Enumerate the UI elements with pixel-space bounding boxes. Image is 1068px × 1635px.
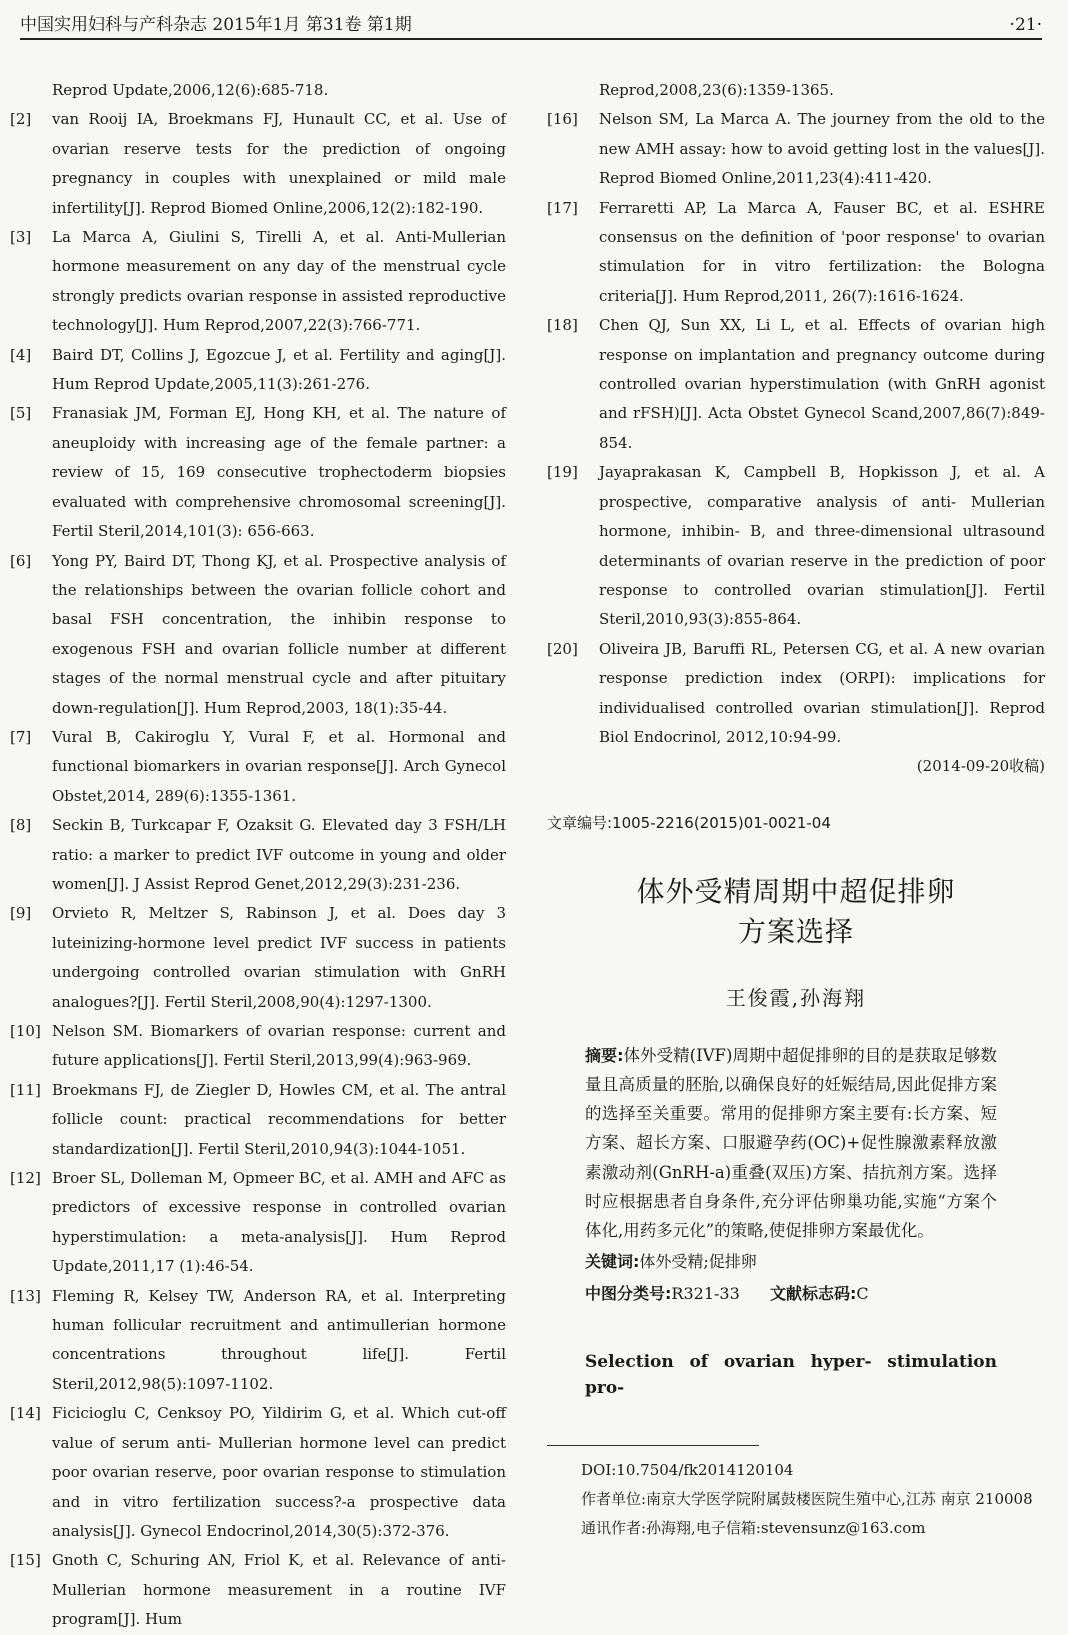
left-column: [10, 76, 506, 1635]
reference-text: Broer SL, Dolleman M, Opmeer BC, et al. AMH and AFC as predictors of excessive response in controlled ovarian hyperstimulation: a meta-analysis[J]. Hum Reprod Update,2011,17 (1):46-54.: [52, 1169, 506, 1276]
reference-text: Ferraretti AP, La Marca A, Fauser BC, et al. ESHRE consensus on the definition of 'poor response' to ovarian stimulation for in vitro fertilization: the Bologna criteria[J]. Hum Reprod,2011, 26(7):1616-1624.: [599, 198, 1045, 305]
reference-number: [3]: [10, 228, 32, 247]
reference-item: [10, 811, 506, 899]
reference-number: [6]: [10, 551, 32, 570]
doc-code-value: C: [856, 1284, 869, 1304]
corresponding-author: 通讯作者:孙海翔,电子信箱:stevensunz@163.com: [581, 1519, 926, 1538]
reference-item: [10, 105, 506, 223]
received-date: (2014-09-20收稿): [916, 757, 1045, 776]
reference-number: [9]: [10, 904, 32, 923]
reference-number: [19]: [547, 463, 578, 482]
reference-continuation: Reprod Update,2006,12(6):685-718.: [52, 81, 329, 99]
reference-list-left: [10, 105, 506, 1634]
reference-number: [16]: [547, 110, 578, 129]
keywords-label: 关键词:: [585, 1252, 640, 1272]
reference-text: Yong PY, Baird DT, Thong KJ, et al. Prospective analysis of the relationships between the ovarian follicle cohort and basal FSH concentration, the inhibin response to exogenous FSH and ovarian follicle number at different stages of the normal menstrual cycle and after pituitary down-regulation[J]. Hum Reprod,2003, 18(1):35-44.: [52, 551, 506, 717]
reference-number: [17]: [547, 198, 578, 217]
reference-item: [547, 194, 1045, 312]
reference-item: [10, 1076, 506, 1164]
abstract-text: 体外受精(IVF)周期中超促排卵的目的是获取足够数量且高质量的胚胎,以确保良好的妊娠结局,因此促排方案的选择至关重要。常用的促排卵方案主要有:长方案、短方案、超长方案、口服避孕药(OC)+促性腺激素释放激素激动剂(GnRH-a)重叠(双压)方案、拮抗剂方案。选择时应根据患者自身条件,充分评估卵巢功能,实施“方案个体化,用药多元化”的策略,使促排卵方案最优化。: [585, 1045, 997, 1240]
english-title: Selection of ovarian hyper- stimulation pro-: [585, 1352, 997, 1399]
reference-list-right: [547, 105, 1045, 752]
reference-text: van Rooij IA, Broekmans FJ, Hunault CC, et al. Use of ovarian reserve tests for the prediction of ongoing pregnancy in couples with unexplained or mild male infertility[J]. Reprod Biomed Online,2006,12(2):182-190.: [52, 110, 506, 217]
reference-number: [2]: [10, 110, 32, 129]
reference-number: [18]: [547, 316, 578, 335]
reference-text: La Marca A, Giulini S, Tirelli A, et al. Anti-Mullerian hormone measurement on any day of the menstrual cycle strongly predicts ovarian response in assisted reproductive technology[J]. Hum Reprod,2007,22(3):766-771.: [52, 228, 506, 335]
classification: [547, 1279, 1045, 1309]
reference-number: [13]: [10, 1286, 41, 1305]
reference-text: Nelson SM. Biomarkers of ovarian response: current and future applications[J]. Fertil Steril,2013,99(4):963-969.: [52, 1022, 506, 1070]
right-column: [547, 76, 1045, 1543]
reference-item: [547, 311, 1045, 458]
reference-item: [10, 1282, 506, 1400]
author-affiliation: 作者单位:南京大学医学院附属鼓楼医院生殖中心,江苏 南京 210008: [581, 1490, 1033, 1509]
reference-item: [10, 723, 506, 811]
reference-number: [14]: [10, 1404, 41, 1423]
article-number: 文章编号:1005-2216(2015)01-0021-04: [547, 813, 831, 832]
reference-text: Broekmans FJ, de Ziegler D, Howles CM, et al. The antral follicle count: practical recommendations for better standardization[J]. Fertil Steril,2010,94(3):1044-1051.: [52, 1080, 506, 1158]
reference-item: [547, 105, 1045, 193]
reference-text: Fleming R, Kelsey TW, Anderson RA, et al. Interpreting human follicular recruitment and antimullerian hormone concentrations throughout life[J]. Fertil Steril,2012,98(5):1097-1102.: [52, 1286, 506, 1393]
reference-item: [10, 341, 506, 400]
reference-item: [547, 635, 1045, 753]
reference-text: Oliveira JB, Baruffi RL, Petersen CG, et al. A new ovarian response prediction index (ORPI): implications for individualised controlled ovarian stimulation[J]. Reprod Biol Endocrinol, 2012,10:94-99.: [599, 639, 1045, 746]
reference-item: [10, 1164, 506, 1282]
journal-header: 中国实用妇科与产科杂志 2015年1月 第31卷 第1期: [20, 15, 412, 35]
reference-number: [4]: [10, 345, 32, 364]
clc-label: 中图分类号:: [585, 1284, 672, 1304]
title-line-1: 体外受精周期中超促排卵: [636, 874, 956, 908]
reference-number: [10]: [10, 1022, 41, 1040]
reference-text: Jayaprakasan K, Campbell B, Hopkisson J, et al. A prospective, comparative analysis of anti- Mullerian hormone, inhibin- B, and three-dimensional ultrasound determinants of ovarian reserve in the prediction of poor response to controlled ovarian stimulation[J]. Fertil Steril,2010,93(3):855-864.: [599, 463, 1045, 629]
reference-number: [7]: [10, 727, 32, 746]
reference-number: [11]: [10, 1080, 41, 1099]
keywords-text: 体外受精;促排卵: [639, 1252, 757, 1272]
clc-value: R321-33: [671, 1284, 740, 1304]
reference-number: [15]: [10, 1551, 41, 1570]
reference-text: Chen QJ, Sun XX, Li L, et al. Effects of ovarian high response on implantation and pregnancy outcome during controlled ovarian hyperstimulation (with GnRH agonist and rFSH)[J]. Acta Obstet Gynecol Scand,2007,86(7):849-854.: [599, 316, 1045, 452]
reference-text: Franasiak JM, Forman EJ, Hong KH, et al. The nature of aneuploidy with increasing age of the female partner: a review of 15, 169 consecutive trophectoderm biopsies evaluated with comprehensive chromosomal screening[J]. Fertil Steril,2014,101(3): 656-663.: [52, 404, 506, 541]
doi: DOI:10.7504/fk2014120104: [581, 1461, 794, 1480]
reference-text: Baird DT, Collins J, Egozcue J, et al. Fertility and aging[J]. Hum Reprod Update,2005,11(3):261-276.: [52, 345, 506, 394]
reference-item: [547, 458, 1045, 634]
reference-number: [12]: [10, 1169, 41, 1188]
abstract-label: 摘要:: [585, 1045, 624, 1065]
reference-text: Vural B, Cakiroglu Y, Vural F, et al. Hormonal and functional biomarkers in ovarian response[J]. Arch Gynecol Obstet,2014, 289(6):1355-1361.: [52, 727, 506, 805]
abstract: [547, 1041, 1045, 1245]
reference-item: [10, 399, 506, 546]
article-title: [547, 872, 1045, 952]
reference-item: [10, 899, 506, 1017]
reference-item: [10, 1546, 506, 1634]
reference-text: Seckin B, Turkcapar F, Ozaksit G. Elevated day 3 FSH/LH ratio: a marker to predict IVF outcome in young and older women[J]. J Assist Reprod Genet,2012,29(3):231-236.: [52, 816, 506, 893]
authors: 王俊霞,孙海翔: [725, 985, 867, 1010]
reference-continuation: Reprod,2008,23(6):1359-1365.: [599, 81, 834, 99]
reference-text: Nelson SM, La Marca A. The journey from the old to the new AMH assay: how to avoid getting lost in the values[J]. Reprod Biomed Online,2011,23(4):411-420.: [599, 110, 1045, 188]
page-number: ·21·: [1009, 15, 1042, 35]
reference-number: [8]: [10, 816, 32, 835]
reference-number: [5]: [10, 404, 32, 423]
footnote-divider: [547, 1445, 759, 1446]
reference-number: [20]: [547, 639, 578, 658]
reference-text: Gnoth C, Schuring AN, Friol K, et al. Relevance of anti-Mullerian hormone measurement in a routine IVF program[J]. Hum: [52, 1551, 506, 1629]
footnotes: [547, 1456, 1045, 1543]
reference-item: [10, 1017, 506, 1076]
title-line-2: 方案选择: [737, 914, 854, 948]
doc-code-label: 文献标志码:: [769, 1284, 857, 1304]
reference-item: [10, 223, 506, 341]
running-header: [20, 12, 1042, 40]
reference-item: [10, 547, 506, 723]
reference-item: [10, 1399, 506, 1546]
keywords: [547, 1247, 1045, 1277]
reference-text: Orvieto R, Meltzer S, Rabinson J, et al. Does day 3 luteinizing-hormone level predict IVF success in patients undergoing controlled ovarian stimulation with GnRH analogues?[J]. Fertil Steril,2008,90(4):1297-1300.: [52, 904, 506, 1011]
reference-text: Ficicioglu C, Cenksoy PO, Yildirim G, et al. Which cut-off value of serum anti- Mullerian hormone level can predict poor ovarian reserve, poor ovarian response to stimulation and in vitro fertilization success?-a prospective data analysis[J]. Gynecol Endocrinol,2014,30(5):372-376.: [52, 1404, 506, 1540]
